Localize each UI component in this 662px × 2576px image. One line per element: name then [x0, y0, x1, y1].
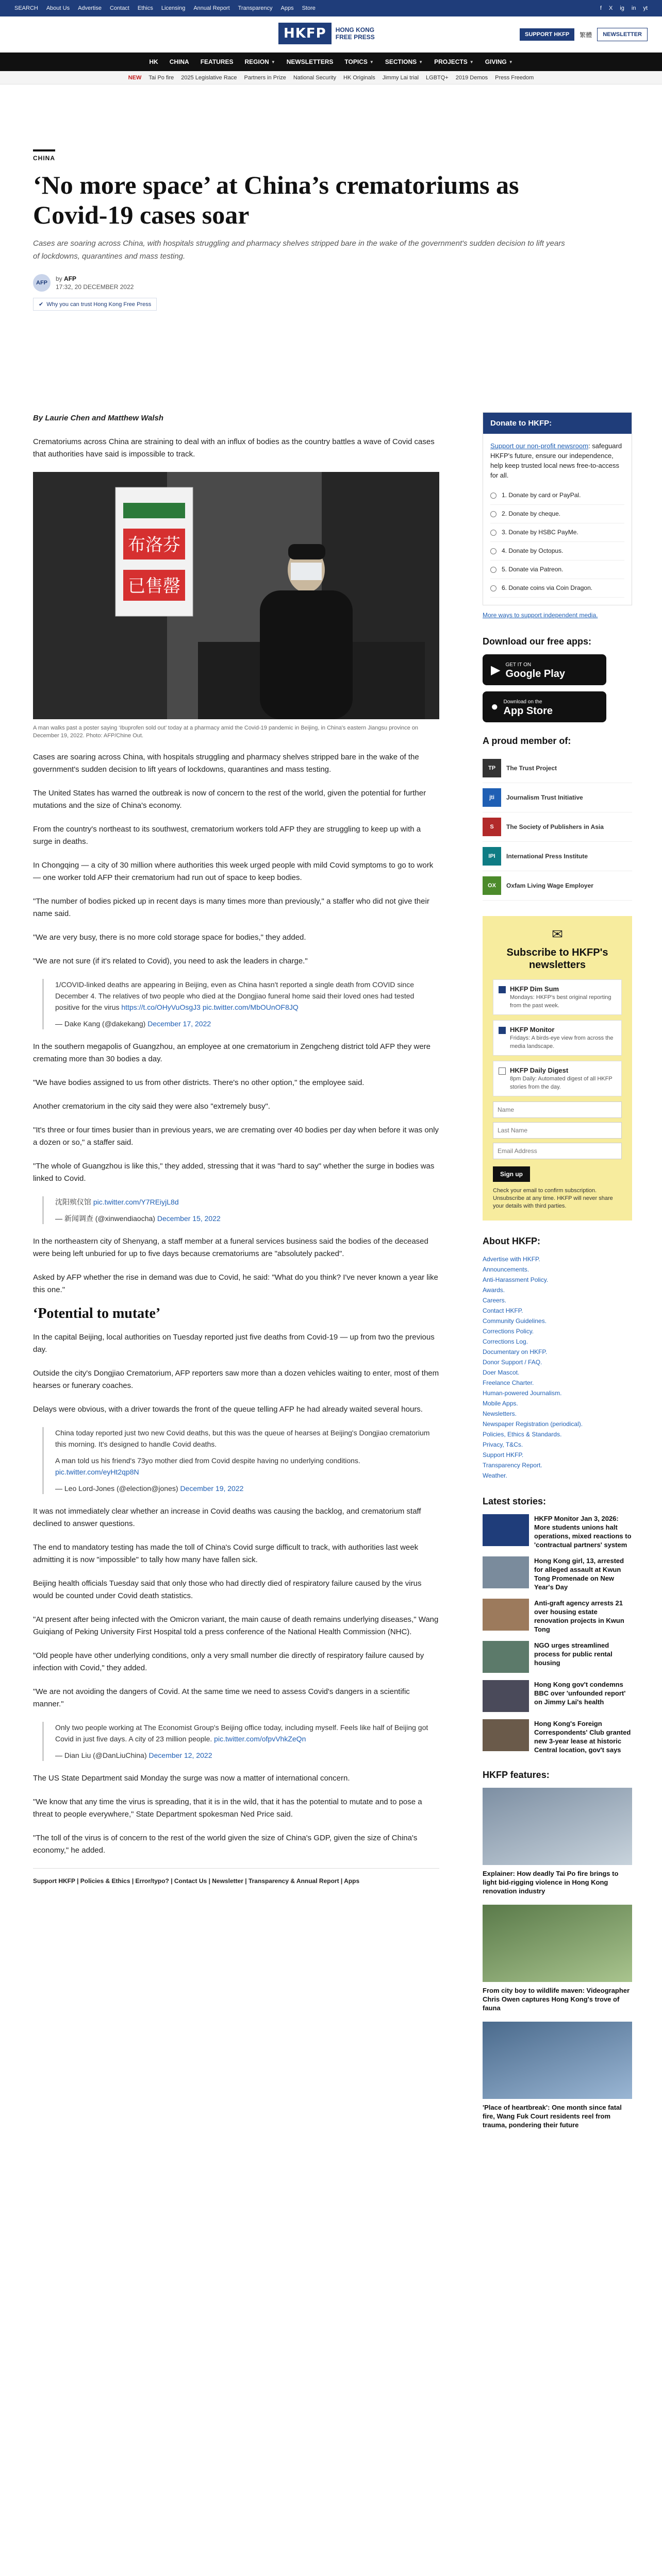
chevron-down-icon: ▼ [419, 59, 423, 64]
donate-option[interactable] [490, 523, 624, 542]
google-play-big: Google Play [505, 668, 566, 680]
tweet-text: A man told us his friend's 73yo mother died from Covid despite having no underlying conditions. [55, 1456, 360, 1465]
sidebar [483, 412, 632, 2139]
newsletter-note: Check your email to confirm subscription. Unsubscribe at any time. HKFP will never share your details with third parties. [493, 1188, 613, 1209]
member-name: International Press Institute [506, 852, 588, 860]
about-link[interactable]: Anti-Harassment Policy. [483, 1276, 549, 1283]
ticker-item[interactable]: Jimmy Lai trial [382, 74, 419, 81]
topbar-licensing[interactable]: Licensing [161, 5, 186, 11]
shield-icon: ✔ [39, 301, 44, 308]
newsletter-option[interactable] [493, 979, 622, 1015]
donate-option-label: 4. Donate by Octopus. [502, 547, 564, 554]
story-thumbnail [483, 1556, 529, 1588]
hero-image [33, 472, 439, 719]
byline-date: 17:32, 20 DECEMBER 2022 [56, 283, 134, 291]
tweet-embed [42, 1722, 439, 1761]
topbar-annual-report[interactable]: Annual Report [193, 5, 230, 11]
radio-icon [490, 530, 496, 536]
tweet-author: — 新闻调查 (@xinwendiaocha) [55, 1214, 155, 1223]
article-body [33, 412, 439, 1887]
story-item[interactable] [483, 1556, 632, 1591]
nav-hk[interactable] [149, 58, 158, 65]
feature-item[interactable] [483, 1905, 632, 2012]
top-utility-bar [0, 0, 662, 16]
apps-heading: Download our free apps: [483, 636, 592, 647]
latest-stories-heading: Latest stories: [483, 1496, 547, 1506]
youtube-icon[interactable]: yt [643, 5, 648, 11]
paragraph: "We have bodies assigned to us from other districts. There's no other option," the employee said. [33, 1078, 365, 1087]
tweet-author: — Dake Kang (@dakekang) [55, 1020, 146, 1028]
x-icon[interactable]: X [608, 5, 613, 11]
newsletter-option[interactable] [493, 1020, 622, 1056]
feature-image [483, 2022, 632, 2099]
logo-sub-1: HONG KONG [335, 26, 375, 33]
paragraph: Asked by AFP whether the rise in demand was due to Covid, he said: "What do you think? I've never known a year like this one." [33, 1273, 438, 1294]
newsletter-option-desc: Mondays: HKFP's best original reporting from the past week. [510, 994, 611, 1009]
donate-widget [483, 412, 632, 605]
hero-caption: A man walks past a poster saying ‘Ibuprofen sold out’ today at a pharmacy amid the Covid-19 pandemic in Beijing, in China's eastern Jiangsu province on December 19, 2022. Photo: AFP/Chine Out. [33, 725, 419, 739]
tweet-text: Only two people working at The Economist Group's Beijing office today, including myself. Feels like half of Beijing got Covid in just five days. A city of 23 million people. [55, 1723, 428, 1743]
paragraph: Outside the city's Dongjiao Crematorium, AFP reporters saw more than a dozen vehicles waiting to enter, most of them hearses or funerary coaches. [33, 1369, 439, 1390]
topbar-advertise[interactable]: Advertise [78, 5, 102, 11]
donate-option[interactable] [490, 561, 624, 579]
paragraph: In Chongqing — a city of 30 million where authorities this week urged people with mild Covid symptoms to go to work — one worker told AFP their crematorium had run out of space to keep bodies. [33, 861, 434, 882]
newsletter-option-desc: Fridays: A birds-eye view from across the media landscape. [510, 1035, 614, 1049]
feature-item[interactable] [483, 1788, 632, 1895]
paragraph: In the capital Beijing, local authorities on Tuesday reported just five deaths from Covid-19 — up from two the previous day. [33, 1333, 435, 1354]
ticker-item[interactable]: LGBTQ+ [426, 74, 449, 81]
nav-projects-label: PROJECTS [434, 58, 468, 65]
newsletter-option-desc: 8pm Daily: Automated digest of all HKFP stories from the day. [510, 1076, 613, 1090]
feature-title: Explainer: How deadly Tai Po fire brings to light bid-rigging violence in Hong Kong renovation industry [483, 1870, 619, 1895]
tweet-link[interactable]: https://t.co/OHyVuOsgJ3 pic.twitter.com/MbOUnOF8JQ [121, 1003, 299, 1011]
ticker-item[interactable]: HK Originals [343, 74, 375, 81]
about-link[interactable]: Announcements. [483, 1266, 529, 1273]
newsletter-option-title: HKFP Dim Sum [510, 985, 559, 993]
about-link[interactable]: Human-powered Journalism. [483, 1389, 562, 1397]
about-link[interactable]: Corrections Policy. [483, 1328, 534, 1335]
radio-icon [490, 548, 496, 554]
checkbox-icon[interactable] [499, 1067, 506, 1075]
about-link[interactable]: Mobile Apps. [483, 1400, 518, 1407]
mail-icon: ✉ [552, 926, 563, 942]
paragraph: Crematoriums across China are straining to deal with an influx of bodies as the country battles a wave of Covid cases that authorities have said is impossible to track. [33, 437, 435, 459]
member-name: The Society of Publishers in Asia [506, 823, 604, 831]
last-name-field[interactable] [493, 1122, 622, 1139]
masthead-actions [520, 28, 648, 41]
section-heading: ‘Potential to mutate’ [33, 1306, 161, 1321]
poster-text-bottom: 已售罄 [128, 576, 180, 597]
jti-icon: jti [483, 788, 501, 807]
donate-intro-text: : safeguard HKFP's future, ensure our independence, help keep trusted local news free-to-access for all. [490, 442, 622, 479]
story-item[interactable] [483, 1641, 632, 1673]
nav-newsletters-label: NEWSLETTERS [286, 58, 334, 65]
tweet-date[interactable]: December 19, 2022 [180, 1484, 244, 1493]
story-title: Hong Kong gov't condemns BBC over 'unfounded report' on Jimmy Lai's health [534, 1681, 626, 1706]
ticker-item[interactable]: 2019 Demos [455, 74, 488, 81]
linkedin-icon[interactable]: in [631, 5, 636, 11]
tweet-date[interactable]: December 12, 2022 [148, 1751, 212, 1759]
story-title: Anti-graft agency arrests 21 over housing estate renovation projects in Kwun Tong [534, 1599, 624, 1633]
features-heading: HKFP features: [483, 1770, 550, 1780]
nav-topics[interactable] [344, 58, 373, 65]
site-logo[interactable] [278, 23, 375, 44]
nav-hk-label: HK [149, 58, 158, 65]
story-title: NGO urges streamlined process for public rental housing [534, 1641, 613, 1667]
chevron-down-icon: ▼ [508, 59, 513, 64]
members-list [483, 754, 632, 901]
member-item[interactable] [483, 871, 632, 901]
checkbox-icon[interactable] [499, 986, 506, 993]
member-item[interactable] [483, 842, 632, 871]
paragraph: "Old people have other underlying conditions, only a very small number die directly of respiratory failure caused by infection with Covid," they added. [33, 1651, 424, 1672]
story-thumbnail [483, 1514, 529, 1546]
story-item[interactable] [483, 1514, 632, 1549]
nav-topics-label: TOPICS [344, 58, 368, 65]
story-thumbnail [483, 1599, 529, 1631]
email-field[interactable] [493, 1143, 622, 1159]
tweet-author: — Dian Liu (@DanLiuChina) [55, 1751, 147, 1759]
about-link[interactable]: Advertise with HKFP. [483, 1256, 540, 1263]
member-name: The Trust Project [506, 764, 557, 772]
nav-sections[interactable] [385, 58, 423, 65]
hero-photo-svg [33, 472, 439, 719]
topbar-ethics[interactable]: Ethics [137, 5, 153, 11]
tweet-link[interactable]: pic.twitter.com/Y7REiyjL8d [93, 1198, 179, 1206]
feature-image [483, 1905, 632, 1982]
chevron-down-icon: ▼ [271, 59, 275, 64]
article-headline: ‘No more space’ at China’s crematoriums as Covid-19 cases soar [33, 171, 519, 229]
nav-newsletters[interactable] [287, 58, 334, 65]
about-link[interactable]: Donor Support / FAQ. [483, 1359, 542, 1366]
tweet-date[interactable]: December 15, 2022 [157, 1214, 221, 1223]
radio-icon [490, 493, 496, 499]
radio-icon [490, 585, 496, 591]
member-name: Journalism Trust Initiative [506, 793, 583, 801]
about-link[interactable]: Freelance Charter. [483, 1379, 534, 1386]
feature-item[interactable] [483, 2022, 632, 2129]
play-icon: ▶ [491, 663, 501, 677]
tweet-date[interactable]: December 17, 2022 [147, 1020, 211, 1028]
donate-option[interactable] [490, 542, 624, 561]
newsletter-heading: Subscribe to HKFP's newsletters [506, 947, 608, 971]
about-link[interactable]: Doer Mascot. [483, 1369, 520, 1376]
newsletter-option-title: HKFP Monitor [510, 1026, 555, 1033]
tweet-author: — Leo Lord-Jones (@election@jones) [55, 1484, 178, 1493]
nav-sections-label: SECTIONS [385, 58, 417, 65]
topbar-search[interactable]: SEARCH [14, 5, 38, 11]
about-link[interactable]: Transparency Report. [483, 1462, 542, 1469]
byline [33, 274, 626, 292]
paragraph: "We know that any time the virus is spreading, that it is in the wild, that it has the potential to mutate and to pose a threat to people everywhere," State Department spokesman Ned Price said. [33, 1798, 422, 1819]
trust-project-icon: TP [483, 759, 501, 777]
about-link[interactable]: Weather. [483, 1472, 507, 1479]
tweet-embed [42, 1427, 439, 1494]
newsletter-option[interactable] [493, 1061, 622, 1096]
main-nav [0, 53, 662, 71]
topbar-store[interactable]: Store [302, 5, 316, 11]
social-icons [600, 5, 648, 11]
about-link[interactable]: Awards. [483, 1286, 505, 1294]
story-item[interactable] [483, 1680, 632, 1712]
donate-option[interactable] [490, 505, 624, 523]
topbar-about[interactable]: About Us [46, 5, 70, 11]
ticker-item[interactable]: National Security [293, 74, 336, 81]
logo-sub-2: FREE PRESS [335, 33, 375, 41]
about-link[interactable]: Careers. [483, 1297, 507, 1304]
masthead [0, 16, 662, 53]
more-ways-link[interactable]: More ways to support independent media. [483, 612, 598, 619]
about-link[interactable]: Policies, Ethics & Standards. [483, 1431, 562, 1438]
paragraph: "We are very busy, there is no more cold storage space for bodies," they added. [33, 933, 306, 942]
app-store-button[interactable] [483, 691, 606, 722]
support-hkfp-button[interactable]: SUPPORT HKFP [520, 28, 574, 41]
logo-mark: HKFP [278, 23, 332, 44]
nav-china-label: CHINA [169, 58, 189, 65]
paragraph: "We are not avoiding the dangers of Covid. At the same time we need to assess Covid's dangers in a scientific manner." [33, 1687, 410, 1708]
about-link[interactable]: Newsletters. [483, 1410, 517, 1417]
paragraph: The end to mandatory testing has made the toll of China's Covid surge difficult to track, with authorities last week admitting it is now "impossible" to tally how many have fallen sick. [33, 1543, 419, 1564]
donate-option[interactable] [490, 486, 624, 505]
latest-stories [483, 1514, 632, 1754]
feature-image [483, 1788, 632, 1865]
paragraph: Delays were obvious, with a driver towards the front of the queue telling AFP he had already waited several hours. [33, 1405, 423, 1414]
donate-heading: Donate to HKFP: [483, 413, 632, 434]
article-header [33, 149, 626, 311]
topbar-apps[interactable]: Apps [280, 5, 294, 11]
facebook-icon[interactable]: f [600, 5, 602, 11]
article-standfirst: Cases are soaring across China, with hospitals struggling and pharmacy shelves stripped bare in the wake of the government's sudden decision to lift years of lockdowns, quarantines and mass testing. [33, 239, 565, 261]
nav-region[interactable] [244, 58, 275, 65]
paragraph: "At present after being infected with the Omicron variant, the main cause of death remains underlying diseases," Wang Guiqiang of Peking University First Hospital told a press conference of the National Health Commission (NHC). [33, 1615, 439, 1636]
about-link[interactable]: Privacy, T&Cs. [483, 1441, 523, 1448]
story-thumbnail [483, 1719, 529, 1751]
tweet-link[interactable]: pic.twitter.com/eyHt2qp8N [55, 1468, 139, 1476]
about-link[interactable]: Support HKFP. [483, 1451, 524, 1459]
paragraph: The United States has warned the outbreak is now of concern to the rest of the world, given the potential for further mutations and the size of China's economy. [33, 789, 426, 810]
about-link[interactable]: Community Guidelines. [483, 1317, 547, 1325]
paragraph: Another crematorium in the city said they were also "extremely busy". [33, 1102, 271, 1111]
topbar-contact[interactable]: Contact [109, 5, 129, 11]
checkbox-icon[interactable] [499, 1027, 506, 1034]
paragraph: The US State Department said Monday the surge was now a matter of international concern. [33, 1774, 350, 1783]
chevron-down-icon: ▼ [369, 59, 374, 64]
tweet-text: 沈阳殡仪馆 [55, 1198, 91, 1206]
newsletter-button[interactable]: NEWSLETTER [597, 28, 648, 41]
about-link[interactable]: Documentary on HKFP. [483, 1348, 548, 1355]
members-heading: A proud member of: [483, 736, 571, 746]
story-item[interactable] [483, 1719, 632, 1754]
article-category[interactable]: CHINA [33, 149, 55, 162]
paragraph: "The number of bodies picked up in recent days is many times more than previously," a staffer who did not give their name said. [33, 897, 429, 918]
story-title: HKFP Monitor Jan 3, 2026: More students unions halt operations, mixed reactions to 'contractual partners' system [534, 1515, 632, 1549]
ticker-item[interactable]: Tai Po fire [148, 74, 174, 81]
nav-features[interactable] [201, 58, 234, 65]
trust-link[interactable] [33, 298, 157, 311]
topbar-transparency[interactable]: Transparency [238, 5, 273, 11]
tweet-link[interactable]: pic.twitter.com/ofpvVhkZeQn [214, 1735, 306, 1743]
feature-title: From city boy to wildlife maven: Videographer Chris Owen captures Hong Kong's trove of fauna [483, 1987, 630, 2012]
byline-by: by [56, 275, 62, 282]
member-name: Oxfam Living Wage Employer [506, 882, 593, 889]
nav-region-label: REGION [244, 58, 269, 65]
donate-option-label: 1. Donate by card or PayPal. [502, 492, 581, 499]
tweet-embed [42, 1196, 439, 1224]
ticker-item[interactable]: Partners in Prize [244, 74, 286, 81]
tweet-embed [42, 979, 439, 1029]
donate-option-label: 2. Donate by cheque. [502, 510, 561, 517]
ipi-icon: IPI [483, 847, 501, 866]
nav-features-label: FEATURES [200, 58, 234, 65]
newsletter-signup [483, 916, 632, 1221]
chevron-down-icon: ▼ [469, 59, 474, 64]
story-thumbnail [483, 1680, 529, 1712]
about-link[interactable]: Newspaper Registration (periodical). [483, 1420, 583, 1428]
article-footer-links[interactable]: Support HKFP | Policies & Ethics | Error/typo? | Contact Us | Newsletter | Transparency & Annual Report | Apps [33, 1868, 439, 1887]
google-play-button[interactable] [483, 654, 606, 685]
member-item[interactable] [483, 754, 632, 783]
radio-icon [490, 567, 496, 573]
trending-ticker [0, 71, 662, 84]
trust-label: Why you can trust Hong Kong Free Press [46, 301, 152, 308]
donate-intro-link[interactable]: Support our non-profit newsroom [490, 442, 589, 450]
nav-projects[interactable] [434, 58, 474, 65]
paragraph: "The toll of the virus is of concern to the rest of the world given the size of China's GDP, given the size of China's economy," he added. [33, 1834, 418, 1855]
story-thumbnail [483, 1641, 529, 1673]
nav-china[interactable] [170, 58, 189, 65]
newsletter-option-title: HKFP Daily Digest [510, 1066, 569, 1074]
paragraph: "The whole of Guangzhou is like this," they added, stressing that it was "hard to say" whether the surge in bodies was linked to Covid. [33, 1162, 435, 1183]
paragraph: In the southern megapolis of Guangzhou, an employee at one crematorium in Zengcheng district told AFP they were cremating more than 30 bodies a day. [33, 1042, 431, 1063]
name-field[interactable] [493, 1101, 622, 1118]
radio-icon [490, 511, 496, 517]
story-title: Hong Kong's Foreign Correspondents' Club granted new 3-year lease at historic Central location, gov't says [534, 1720, 631, 1754]
member-item[interactable] [483, 783, 632, 812]
donate-option-label: 6. Donate coins via Coin Dragon. [502, 584, 593, 591]
article-authors: By Laurie Chen and Matthew Walsh [33, 414, 164, 422]
paragraph: "We are not sure (if it's related to Covid), you need to ask the leaders in charge." [33, 957, 308, 965]
member-item[interactable] [483, 812, 632, 842]
nav-giving[interactable] [485, 58, 513, 65]
story-item[interactable] [483, 1599, 632, 1634]
paragraph: Beijing health officials Tuesday said that only those who had directly died of respiratory failure caused by the virus would be counted under Covid death statistics. [33, 1579, 422, 1600]
about-link[interactable]: Contact HKFP. [483, 1307, 523, 1314]
language-switch[interactable]: 繁體 [580, 31, 592, 39]
about-heading: About HKFP: [483, 1236, 540, 1246]
story-title: Hong Kong girl, 13, arrested for alleged assault at Kwun Tong Promenade on New Year's Day [534, 1557, 624, 1591]
google-play-small: GET IT ON [505, 662, 532, 668]
ticker-new-label: NEW [128, 74, 142, 81]
sopa-icon: S [483, 818, 501, 836]
paragraph: "It's three or four times busier than in previous years, we are cremating over 40 bodies per day when before it was only a dozen or so," a staffer said. [33, 1126, 439, 1147]
paragraph: From the country's northeast to its southwest, crematorium workers told AFP they are struggling to keep up with a surge in deaths. [33, 825, 421, 846]
donate-option[interactable] [490, 579, 624, 598]
ticker-item[interactable]: 2025 Legislative Race [181, 74, 237, 81]
sign-up-button[interactable]: Sign up [493, 1166, 530, 1182]
app-store-big: App Store [503, 705, 553, 717]
about-link[interactable]: Corrections Log. [483, 1338, 528, 1345]
donate-option-label: 3. Donate by HSBC PayMe. [502, 529, 578, 536]
byline-author[interactable]: AFP [64, 275, 77, 282]
ticker-item[interactable]: Press Freedom [495, 74, 534, 81]
poster-text-top: 布洛芬 [128, 535, 180, 555]
instagram-icon[interactable]: ig [620, 5, 624, 11]
paragraph: It was not immediately clear whether an increase in Covid deaths was causing the backlog, and crematorium staff declined to answer questions. [33, 1507, 421, 1528]
about-links [483, 1254, 632, 1481]
feature-title: 'Place of heartbreak': One month since fatal fire, Wang Fuk Court residents reel from trauma, pondering their future [483, 2104, 622, 2129]
app-store-small: Download on the [503, 699, 542, 705]
tweet-text: China today reported just two new Covid deaths, but this was the queue of hearses at Beijing's Dongjiao crematorium this morning. It's designed to handle Covid deaths. [55, 1429, 430, 1448]
paragraph: In the northeastern city of Shenyang, a staff member at a funeral services business said the bodies of the deceased were being left unburied for up to five days because crematoriums are "absolutely packed". [33, 1237, 428, 1258]
tweet-text: 1/COVID-linked deaths are appearing in Beijing, even as China hasn't reported a single death from COVID since December 4. The relatives of two people who died at the Dongjiao funeral home said their loved ones had tested positive for the virus [55, 980, 415, 1011]
nav-giving-label: GIVING [485, 58, 507, 65]
author-avatar: AFP [33, 274, 51, 292]
oxfam-icon: OX [483, 876, 501, 895]
paragraph: Cases are soaring across China, with hospitals struggling and pharmacy shelves stripped bare in the wake of the government's sudden decision to lift years of lockdowns, quarantines and mass testing. [33, 753, 419, 774]
donate-option-label: 5. Donate via Patreon. [502, 566, 564, 573]
apple-icon: ● [491, 700, 499, 714]
